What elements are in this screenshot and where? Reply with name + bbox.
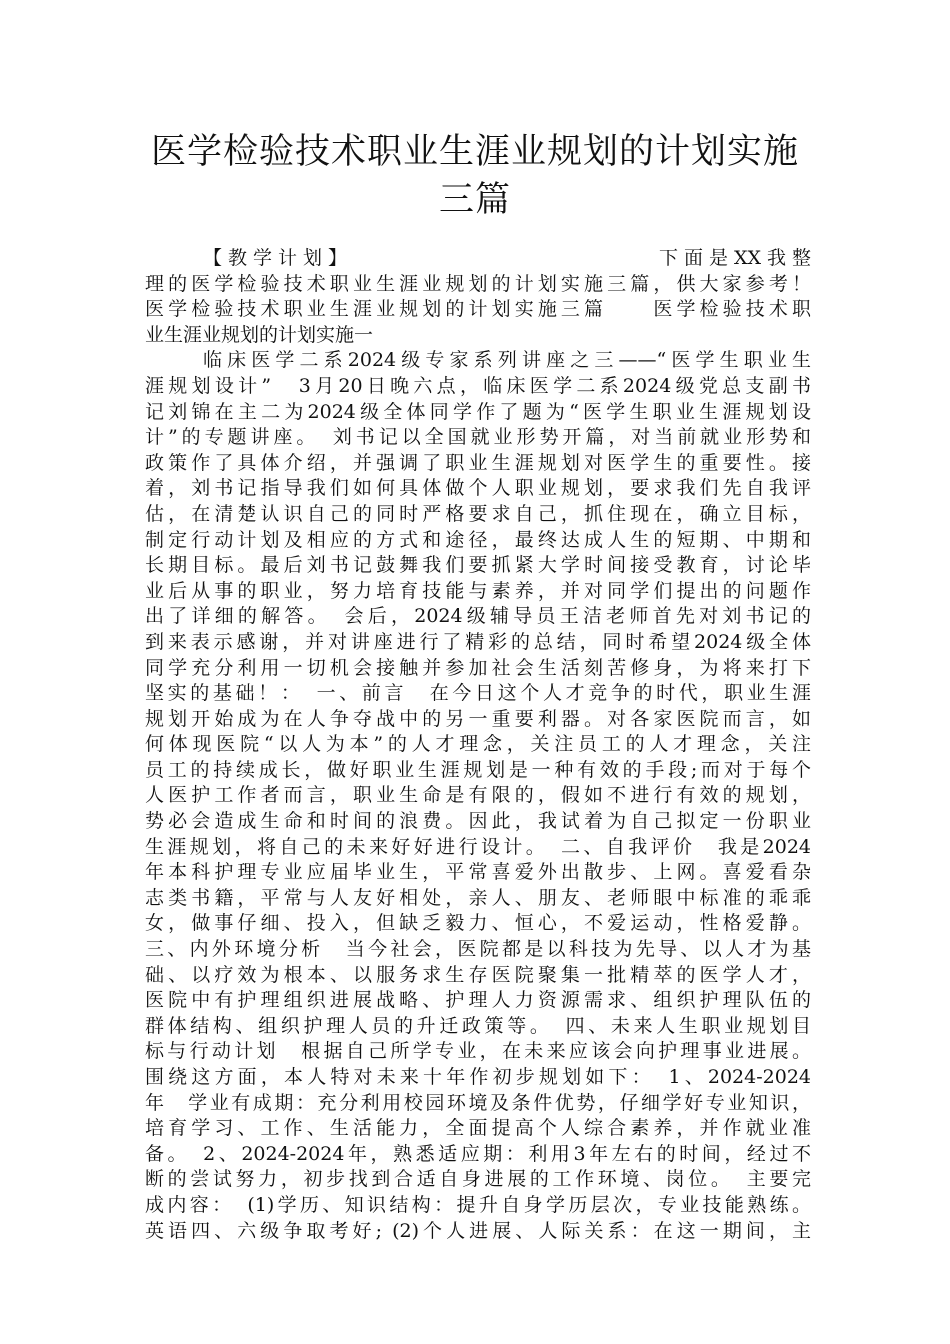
intro-tail: 下面是XX我整 bbox=[652, 247, 811, 269]
body-line: 成内容： (1)学历、知识结构：提升自身学历层次，专业技能熟练。 bbox=[145, 1193, 811, 1216]
body-line: 志类书籍，平常与人友好相处，亲人、朋友、老师眼中标准的乖乖 bbox=[145, 886, 811, 909]
body-line: 同学充分利用一切机会接触并参加社会生活刻苦修身，为将来打下 bbox=[145, 656, 811, 679]
document-body bbox=[145, 246, 811, 1244]
body-line: 女，做事仔细、投入，但缺乏毅力、恒心，不爱运动，性格爱静。 bbox=[145, 912, 811, 935]
body-line: 年本科护理专业应届毕业生，平常喜爱外出散步、上网。喜爱看杂 bbox=[145, 861, 811, 884]
body-line: 医院中有护理组织进展战略、护理人力资源需求、组织护理队伍的 bbox=[145, 989, 811, 1012]
document-title bbox=[140, 128, 810, 224]
body-line: 规划开始成为在人争夺战中的另一重要利器。对各家医院而言，如 bbox=[145, 707, 811, 730]
title-line-1: 医学检验技术职业生涯业规划的计划实施 bbox=[150, 132, 799, 172]
body-line: 临床医学二系2024级专家系列讲座之三——“医学生职业生 bbox=[203, 349, 811, 372]
body-line: 年 学业有成期：充分利用校园环境及条件优势，仔细学好专业知识， bbox=[145, 1091, 811, 1114]
body-line: 三、内外环境分析 当今社会，医院都是以科技为先导、以人才为基 bbox=[145, 938, 811, 961]
body-line: 础、以疗效为根本、以服务求生存医院聚集一批精萃的医学人才， bbox=[145, 963, 811, 986]
body-line: 标与行动计划 根据自己所学专业，在未来应该会向护理事业进展。 bbox=[145, 1040, 811, 1063]
body-line: 员工的持续成长，做好职业生涯规划是一种有效的手段;而对于每个 bbox=[145, 758, 811, 781]
body-line: 断的尝试努力，初步找到合适自身进展的工作环境、岗位。 主要完 bbox=[145, 1168, 811, 1191]
body-line: 出了详细的解答。 会后，2024级辅导员王洁老师首先对刘书记的 bbox=[145, 605, 811, 628]
body-line: 坚实的基础！： 一、前言 在今日这个人才竞争的时代，职业生涯 bbox=[145, 682, 811, 705]
body-line: 围绕这方面，本人特对未来十年作初步规划如下： 1、2024-2024 bbox=[145, 1066, 811, 1088]
body-line: 何体现医院“以人为本”的人才理念，关注员工的人才理念，关注 bbox=[145, 733, 811, 756]
body-line: 人医护工作者而言，职业生命是有限的，假如不进行有效的规划， bbox=[145, 784, 811, 807]
body-line: 长期目标。最后刘书记鼓舞我们要抓紧大学时间接受教育，讨论毕 bbox=[145, 554, 811, 577]
body-line: 英语四、六级争取考好; (2)个人进展、人际关系：在这一期间，主 bbox=[145, 1219, 811, 1242]
title-line-2: 三篇 bbox=[438, 180, 511, 220]
body-line: 业后从事的职业，努力培育技能与素养，并对同学们提出的问题作 bbox=[145, 579, 811, 602]
intro-tag: 【教学计划】 bbox=[203, 247, 353, 269]
body-line: 备。 2、2024-2024年，熟悉适应期：利用3年左右的时间，经过不 bbox=[145, 1142, 811, 1165]
body-line: 理的医学检验技术职业生涯业规划的计划实施三篇，供大家参考！ bbox=[145, 272, 811, 295]
body-line: 生涯规划，将自己的未来好好进行设计。 二、自我评价 我是2024 bbox=[145, 835, 811, 858]
body-line: 群体结构、组织护理人员的升迁政策等。 四、未来人生职业规划目 bbox=[145, 1014, 811, 1037]
body-line: 估，在清楚认识自己的同时严格要求自己，抓住现在，确立目标， bbox=[145, 502, 811, 525]
intro-line bbox=[145, 246, 811, 272]
body-line: 医学检验技术职业生涯业规划的计划实施三篇 医学检验技术职 bbox=[145, 298, 811, 321]
body-line: 业生涯业规划的计划实施一 bbox=[145, 323, 374, 346]
body-line: 计”的专题讲座。 刘书记以全国就业形势开篇，对当前就业形势和 bbox=[145, 426, 811, 449]
body-line: 势必会造成生命和时间的浪费。因此，我试着为自己拟定一份职业 bbox=[145, 810, 811, 833]
body-line: 着，刘书记指导我们如何具体做个人职业规划，要求我们先自我评 bbox=[145, 477, 811, 500]
body-line: 制定行动计划及相应的方式和途径，最终达成人生的短期、中期和 bbox=[145, 528, 811, 551]
body-line: 到来表示感谢，并对讲座进行了精彩的总结，同时希望2024级全体 bbox=[145, 630, 811, 653]
body-line: 政策作了具体介绍，并强调了职业生涯规划对医学生的重要性。接 bbox=[145, 451, 811, 474]
body-line: 培育学习、工作、生活能力，全面提高个人综合素养，并作就业准 bbox=[145, 1117, 811, 1140]
body-line: 涯规划设计” 3月20日晚六点，临床医学二系2024级党总支副书 bbox=[145, 374, 811, 397]
body-line: 记刘锦在主二为2024级全体同学作了题为“医学生职业生涯规划设 bbox=[145, 400, 811, 423]
